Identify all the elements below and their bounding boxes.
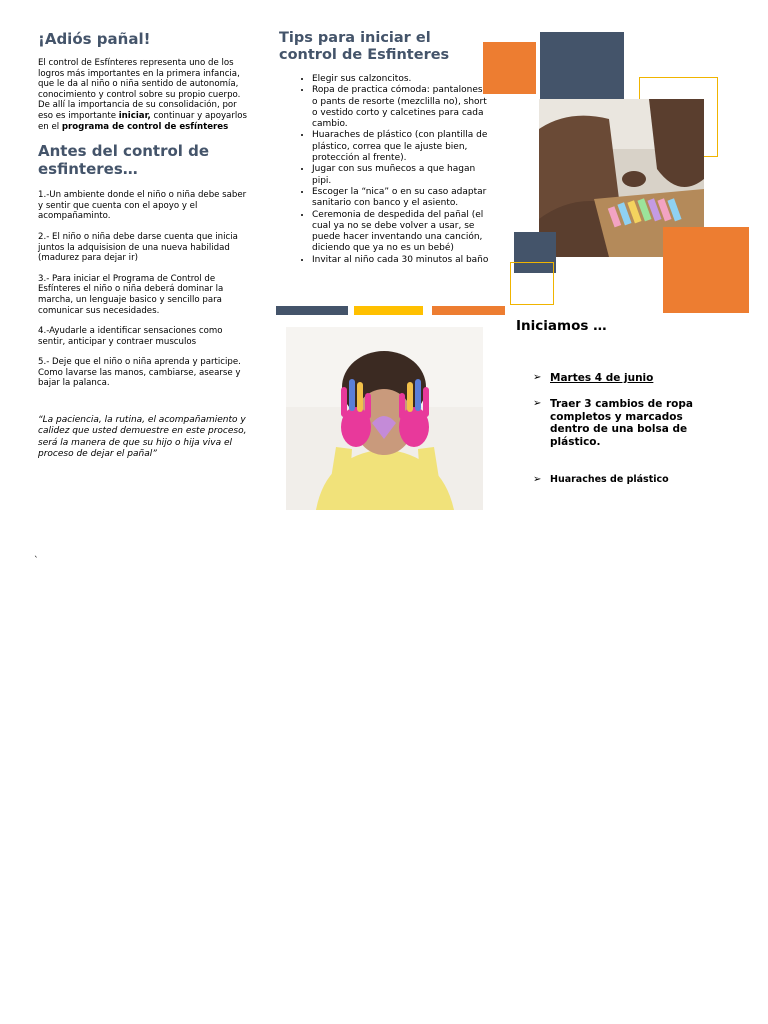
list-item: • Huaraches de plástico (con plantilla de plástico, correa que le ajuste bien, protección al frente). — [312, 130, 489, 164]
stray-mark: ` — [34, 556, 39, 566]
list-item: • Jugar con sus muñecos a que hagan pipi. — [312, 164, 489, 187]
list-item-huaraches — [533, 474, 713, 487]
list-item: • Ropa de practica cómoda: pantalones o pants de resorte (mezclilla no), short o vestido corto y calcetines para cada cambio. — [312, 85, 489, 130]
arrow-bullet-icon: ➢ — [533, 372, 542, 383]
bar-navy — [276, 306, 348, 315]
intro-paragraph — [38, 58, 252, 132]
list-item: • Invitar al niño cada 30 minutos al baño — [312, 255, 489, 266]
quote: “La paciencia, la rutina, el acompañamiento y calidez que usted demuestre en este proceso, será la manera de que su hijo o hija viva el proceso de dejar el pañal” — [38, 415, 247, 459]
outline-square-bottom — [510, 262, 554, 305]
item-ropa: Traer 3 cambios de ropa completos y marcados dentro de una bolsa de plástico. — [550, 398, 693, 448]
point-5: 5.- Deje que el niño o niña aprenda y participe. Como lavarse las manos, cambiarse, asearse y bajar la palanca. — [38, 357, 241, 389]
square-navy-top — [540, 32, 624, 99]
list-item: • Escoger la “nica” o en su caso adaptar sanitario con banco y el asiento. — [312, 187, 489, 210]
intro-bold-1: iniciar, — [118, 110, 151, 121]
point-1: 1.-Un ambiente donde el niño o niña debe saber y sentir que cuenta con el apoyo y el acompañaminto. — [38, 190, 247, 222]
arrow-bullet-icon: ➢ — [533, 474, 542, 485]
intro-text-1: El control de Esfínteres representa uno de los logros más importantes en la primera infancia, que le da al niño o niña sentido de autonomía, conocimiento y control sobre su propio cuerpo. De allí la importancia de su consolidación, por eso es importante — [38, 58, 241, 121]
heading-antes: Antes del control de esfinteres… — [38, 142, 210, 179]
intro-text-2: continuar y apoyarlos en el — [38, 110, 247, 132]
item-huaraches: Huaraches de plástico — [550, 474, 669, 485]
square-orange-top — [483, 42, 536, 94]
list-item: • Ceremonia de despedida del pañal (el cual ya no se debe volver a usar, se puede hacer inventando una canción, diciendo que ya no es un bebé) — [312, 210, 489, 255]
column-left — [38, 30, 252, 460]
list-item-fecha — [533, 372, 713, 385]
intro-bold-2: programa de control de esfínteres — [61, 121, 229, 132]
photo-child-painted-hands — [286, 327, 483, 510]
tips-list — [279, 74, 489, 266]
title-tips: Tips para iniciar el control de Esfinteres — [279, 30, 450, 63]
bar-gold — [354, 306, 423, 315]
point-4: 4.-Ayudarle a identificar sensaciones como sentir, anticipar y contraer musculos — [38, 326, 223, 347]
bar-orange — [432, 306, 505, 315]
point-2: 2.- El niño o niña debe darse cuenta que inicia juntos la adquisision de una nueva habilidad (madurez para dejar ir) — [38, 231, 238, 264]
title-adios-panal: ¡Adiós pañal! — [38, 30, 151, 48]
heading-iniciamos: Iniciamos … — [516, 318, 607, 334]
child-hands-illustration — [286, 327, 483, 510]
column-middle — [279, 30, 489, 266]
point-3: 3.- Para iniciar el Programa de Control de Esfínteres el niño o niña deberá dominar la marcha, un lenguaje basico y sencillo para comunicar sus necesidades. — [38, 273, 224, 316]
square-orange-bottom — [663, 227, 749, 313]
list-item: • Elegir sus calzoncitos. — [312, 74, 489, 85]
arrow-bullet-icon: ➢ — [533, 398, 542, 409]
item-date: Martes 4 de junio — [550, 372, 654, 384]
list-item-ropa — [533, 398, 713, 448]
